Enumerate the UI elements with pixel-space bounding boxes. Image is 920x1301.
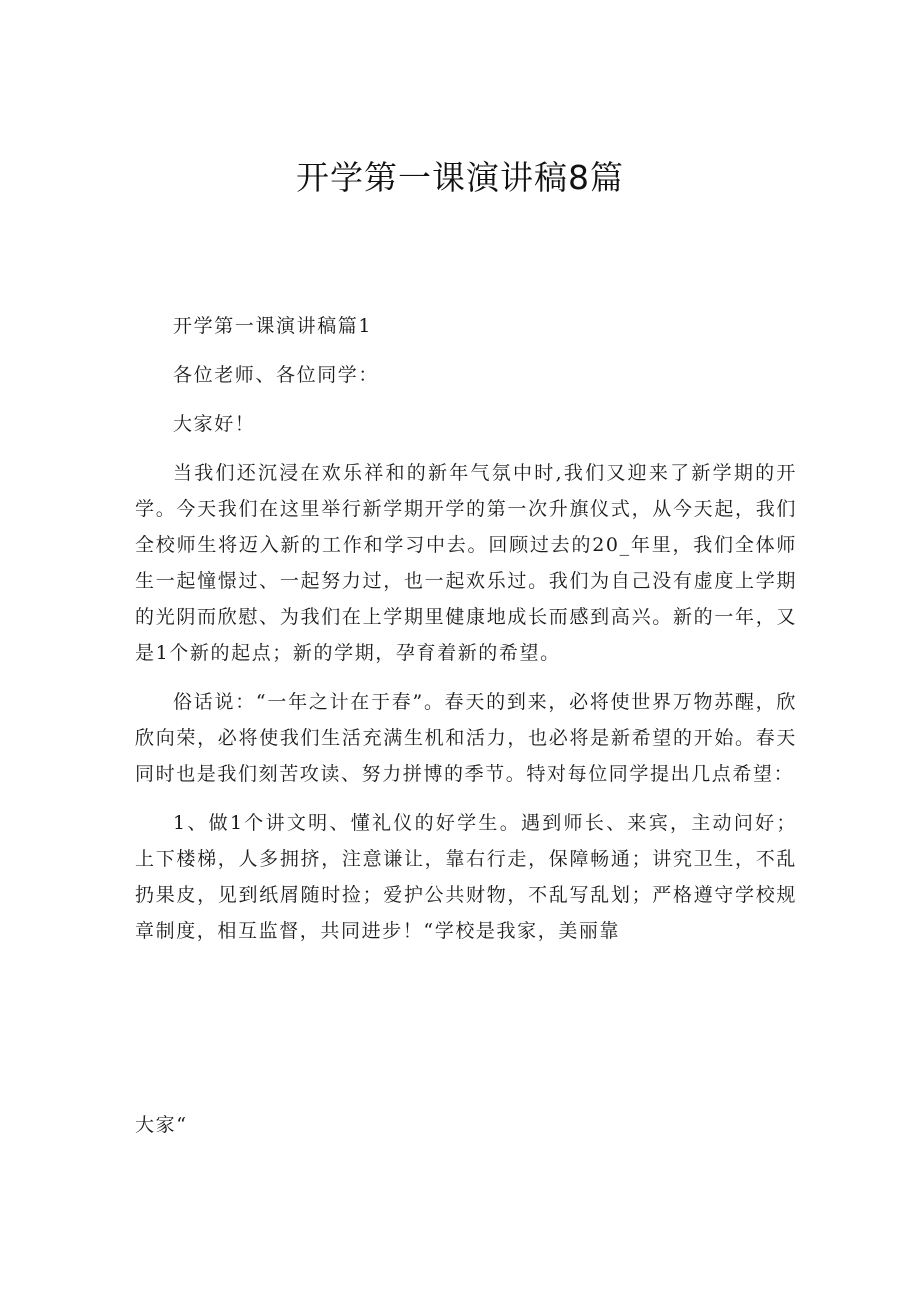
body-paragraph: 1、做1个讲文明、懂礼仪的好学生。遇到师长、来宾，主动问好；上下楼梯，人多拥挤，注意谦让，靠右行走，保障畅通；讲究卫生，不乱扔果皮，见到纸屑随时捡；爱护公共财物，不乱写乱划；严格遵守学校规章制度，相互监督，共同进步！“学校是我家，美丽靠 <box>135 812 797 942</box>
greeting: 大家好！ <box>173 413 256 435</box>
salutation: 各位老师、各位同学： <box>173 364 380 386</box>
document-body <box>135 308 797 962</box>
document-title: 开学第一课演讲稿8篇 <box>296 158 624 197</box>
body-paragraph: 当我们还沉浸在欢乐祥和的新年气氛中时,我们又迎来了新学期的开学。今天我们在这里举行新学期开学的第一次升旗仪式，从今天起，我们全校师生将迈入新的工作和学习中去。回顾过去的20_年里，我们全体师生一起憧憬过、一起努力过，也一起欢乐过。我们为自己没有虚度上学期的光阴而欣慰、为我们在上学期里健康地成长而感到高兴。新的一年，又是1个新的起点；新的学期，孕育着新的希望。 <box>135 462 797 664</box>
trailing-text: 大家“ <box>135 1114 188 1136</box>
body-paragraph: 俗话说：“一年之计在于春”。春天的到来，必将使世界万物苏醒，欣欣向荣，必将使我们生活充满生机和活力，也必将是新希望的开始。春天同时也是我们刻苦攻读、努力拼博的季节。特对每位同学提出几点希望： <box>135 691 797 785</box>
section-heading: 开学第一课演讲稿篇1 <box>173 315 373 337</box>
